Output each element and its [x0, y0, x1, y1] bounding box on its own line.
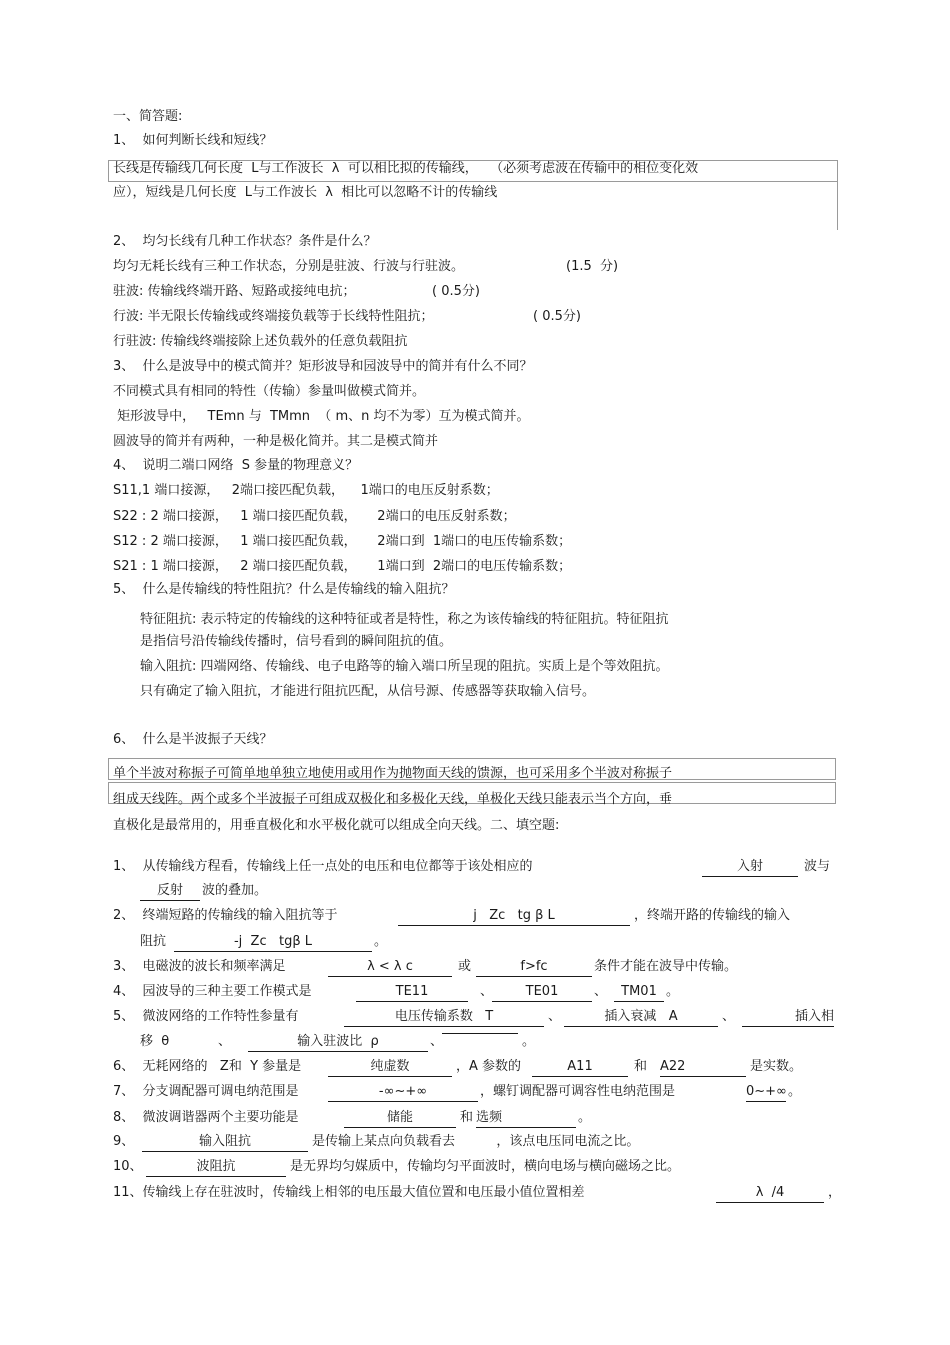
answer-box-1-edge	[837, 182, 838, 230]
fill-5-blank-1: 电压传输系数 T	[344, 1008, 544, 1027]
fill-7-text-2: ，螺钉调配器可调容性电纳范围是	[480, 1084, 676, 1099]
fill-8-blank-1: 储能	[344, 1109, 456, 1128]
fill-2-text-4: 。	[374, 934, 388, 949]
answer-2-line-3: 行波: 半无限长传输线或终端接负载等于长线特性阻抗；	[113, 309, 434, 324]
answer-3-line-2: 矩形波导中， TEmn 与 TMmn （ m、n 均不为零）互为模式简并。	[113, 409, 530, 424]
question-5: 5、 什么是传输线的特性阻抗？什么是传输线的输入阻抗？	[113, 582, 455, 597]
fill-7-blank-2: 0~+∞	[746, 1083, 786, 1102]
answer-4-line-2: S22 : 2 端口接源， 1 端口接匹配负载， 2端口的电压反射系数；	[113, 509, 516, 524]
fill-8-blank-2: 选频	[476, 1109, 576, 1128]
fill-6-text-3: 和	[634, 1059, 648, 1074]
fill-3-blank-2: f>fc	[476, 958, 592, 977]
fill-1-blank-2: 反射	[140, 882, 200, 901]
answer-4-line-4: S21 : 1 端口接源， 2 端口接匹配负载， 1端口到 2端口的电压传输系数；	[113, 559, 572, 574]
answer-6-line-1: 单个半波对称振子可简单地单独立地使用或用作为抛物面天线的馈源，也可采用多个半波对称振子	[113, 766, 673, 781]
question-3: 3、 什么是波导中的模式简并？矩形波导和园波导中的简并有什么不同？	[113, 359, 533, 374]
fill-2-blank-1: j Zc tg β L	[398, 907, 630, 926]
fill-7-text-3: 。	[788, 1084, 802, 1099]
fill-5-end: 。	[522, 1034, 536, 1049]
answer-1-line-2: 应），短线是几何长度 L与工作波长 λ 相比可以忽略不计的传输线	[113, 185, 498, 200]
answer-2-line-2: 驻波: 传输线终端开路、短路或接纯电抗；	[113, 284, 356, 299]
fill-9-blank-1: 输入阻抗	[142, 1133, 308, 1152]
fill-4-sep-2: 、	[594, 984, 608, 999]
fill-6-text-2: ，A 参数的	[456, 1059, 522, 1074]
answer-5-line-2: 是指信号沿传输线传播时，信号看到的瞬间阻抗的值。	[140, 634, 453, 649]
question-1: 1、 如何判断长线和短线？	[113, 133, 273, 148]
fill-3-blank-1: λ < λ c	[328, 958, 452, 977]
answer-2-score-3: ( 0.5分)	[533, 309, 581, 324]
fill-6-text: 6、 无耗网络的 Z和 Y 参量是	[113, 1059, 302, 1074]
fill-4-blank-2: TE01	[492, 983, 592, 1002]
question-6: 6、 什么是半波振子天线？	[113, 732, 273, 747]
fill-7-blank-1: -∞~+∞	[328, 1083, 478, 1102]
fill-2-text-3: 阻抗	[140, 934, 167, 949]
question-2: 2、 均匀长线有几种工作状态？条件是什么？	[113, 234, 377, 249]
answer-6-line-3: 直极化是最常用的，用垂直极化和水平极化就可以组成全向天线。二、填空题:	[113, 818, 560, 833]
fill-5-blank-3: 插入相	[742, 1008, 834, 1027]
answer-2-line-1: 均匀无耗长线有三种工作状态，分别是驻波、行波与行驻波。	[113, 259, 465, 274]
fill-10-text-2: 是无界均匀媒质中，传输均匀平面波时，横向电场与横向磁场之比。	[290, 1159, 681, 1174]
fill-3-text: 3、 电磁波的波长和频率满足	[113, 959, 286, 974]
fill-6-blank-3: A22	[660, 1058, 746, 1077]
fill-1-blank-1: 入射	[702, 858, 798, 877]
answer-5-line-3: 输入阻抗: 四端网络、传输线、电子电路等的输入端口所呈现的阻抗。实质上是个等效阻抗。	[140, 659, 669, 674]
answer-5-line-1: 特征阻抗: 表示特定的传输线的这种特征或者是特性，称之为该传输线的特征阻抗。特征阻抗	[140, 612, 669, 627]
fill-9-text: 9、	[113, 1134, 135, 1149]
fill-6-blank-2: A11	[532, 1058, 628, 1077]
fill-6-text-4: 是实数。	[750, 1059, 803, 1074]
fill-10-text: 10、	[113, 1159, 143, 1174]
fill-5-sep-4: 、	[430, 1034, 444, 1049]
fill-2-text-2: ，终端开路的传输线的输入	[634, 908, 791, 923]
fill-11-blank-1: λ /4	[716, 1184, 824, 1203]
fill-8-text-3: 。	[578, 1110, 592, 1125]
fill-2-text: 2、 终端短路的传输线的输入阻抗等于	[113, 908, 338, 923]
fill-5-text: 5、 微波网络的工作特性参量有	[113, 1009, 299, 1024]
fill-6-blank-1: 纯虚数	[328, 1058, 452, 1077]
answer-2-score-2: ( 0.5分)	[432, 284, 480, 299]
fill-4-end: 。	[666, 984, 680, 999]
answer-1-line-1: 长线是传输线几何长度 L与工作波长 λ 可以相比拟的传输线， （必须考虑波在传输中的相位变化效	[113, 161, 699, 176]
fill-7-text: 7、 分支调配器可调电纳范围是	[113, 1084, 299, 1099]
answer-3-line-1: 不同模式具有相同的特性（传输）参量叫做模式简并。	[113, 384, 426, 399]
section-heading-short-answer: 一、简答题:	[113, 109, 183, 124]
fill-4-blank-1: TE11	[356, 983, 468, 1002]
fill-5-sep-1: 、	[548, 1009, 562, 1024]
fill-4-sep-1: 、	[480, 984, 494, 999]
fill-5-blank-4: 输入驻波比 ρ	[248, 1033, 428, 1052]
fill-5-text-2: 移 θ	[140, 1034, 170, 1049]
answer-5-line-4: 只有确定了输入阻抗，才能进行阻抗匹配，从信号源、传感器等获取输入信号。	[140, 684, 596, 699]
question-4: 4、 说明二端口网络 S 参量的物理意义？	[113, 458, 359, 473]
fill-1-text: 1、 从传输线方程看，传输线上任一点处的电压和电位都等于该处相应的	[113, 859, 533, 874]
fill-3-text-3: 条件才能在波导中传输。	[594, 959, 738, 974]
fill-9-text-2: 是传输上某点向负载看去 ，该点电压同电流之比。	[312, 1134, 640, 1149]
fill-5-sep-2: 、	[722, 1009, 736, 1024]
fill-3-text-2: 或	[458, 959, 472, 974]
fill-2-blank-2: -j Zc tgβ L	[174, 933, 372, 952]
answer-2-score-1: (1.5 分)	[566, 259, 619, 274]
fill-1-text-2: 波与	[804, 859, 831, 874]
fill-4-blank-3: TM01	[614, 983, 664, 1002]
fill-8-text-2: 和	[460, 1110, 474, 1125]
answer-4-line-3: S12 : 2 端口接源， 1 端口接匹配负载， 2端口到 1端口的电压传输系数；	[113, 534, 572, 549]
fill-8-text: 8、 微波调谐器两个主要功能是	[113, 1110, 299, 1125]
answer-2-line-4: 行驻波: 传输线终端接除上述负载外的任意负载阻抗	[113, 334, 408, 349]
fill-5-sep-3: 、	[218, 1034, 232, 1049]
fill-1-text-3: 波的叠加。	[202, 883, 268, 898]
fill-11-text-2: ，	[828, 1185, 842, 1200]
answer-3-line-3: 圆波导的简并有两种，一种是极化简并。其二是模式简并	[113, 434, 439, 449]
fill-5-blank-2: 插入衰减 A	[564, 1008, 718, 1027]
fill-10-blank-1: 波阻抗	[146, 1158, 286, 1177]
fill-5-blank-5	[442, 1033, 518, 1034]
answer-6-line-2: 组成天线阵。两个或多个半波振子可组成双极化和多极化天线，单极化天线只能表示当个方向，垂	[113, 792, 673, 807]
answer-4-line-1: S11,1 端口接源， 2端口接匹配负载， 1端口的电压反射系数；	[113, 483, 499, 498]
fill-11-text: 11、传输线上存在驻波时，传输线上相邻的电压最大值位置和电压最小值位置相差	[113, 1185, 585, 1200]
fill-4-text: 4、 园波导的三种主要工作模式是	[113, 984, 312, 999]
